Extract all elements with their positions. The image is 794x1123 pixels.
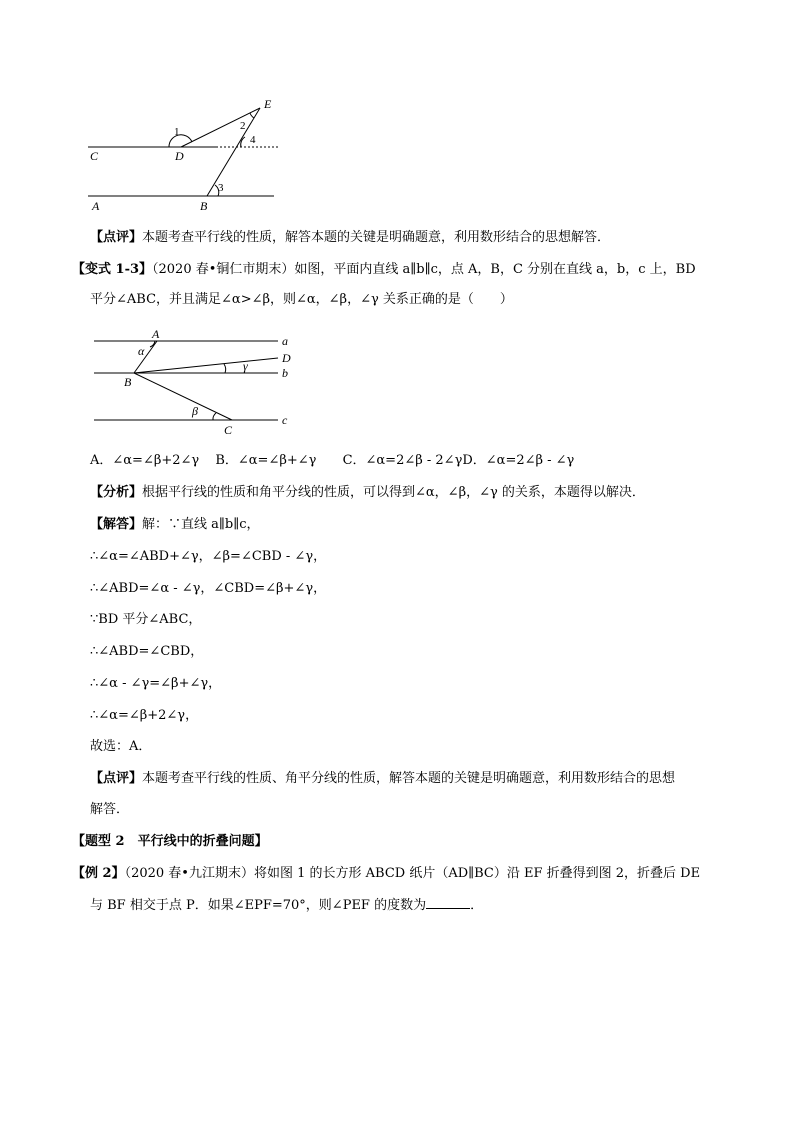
angle-1-label: 1: [174, 126, 180, 138]
variant-text-1: （2020 春•铜仁市期末）如图，平面内直线 a∥b∥c，点 A，B，C 分别在直线 a，b，c 上，BD: [152, 262, 696, 277]
options-row: [90, 452, 574, 470]
answer-blank[interactable]: [426, 896, 470, 909]
variant-line-1: [72, 261, 696, 279]
label-point-c: C: [224, 423, 233, 437]
solution-choice: 故选：A．: [90, 739, 152, 754]
label-point-d: D: [282, 351, 291, 365]
option-b: B．∠α=∠β+∠γ: [215, 453, 317, 468]
variant-line-2: [90, 291, 513, 309]
solution-tag: 【解答】: [90, 517, 143, 532]
segment-bd: [134, 358, 278, 373]
option-d: D．∠α=2∠β - ∠γ: [462, 453, 575, 468]
analysis-tag: 【分析】: [90, 485, 143, 500]
label-e: E: [264, 97, 272, 111]
figure-1-diagram: [84, 92, 294, 217]
label-gamma: γ: [243, 359, 248, 373]
example-text-1: （2020 春•九江期末）将如图 1 的长方形 ABCD 纸片（AD∥BC）沿 EF 折叠得到图 2，折叠后 DE: [124, 866, 701, 881]
angle-gamma-arc: [224, 364, 226, 373]
label-line-b: b: [282, 366, 288, 380]
example-line-1: [72, 865, 700, 883]
comment-2-line-2: 解答．: [90, 802, 130, 817]
solution-step: ∴∠ABD=∠α - ∠γ，∠CBD=∠β+∠γ，: [90, 581, 327, 596]
angle-4-label: 4: [250, 134, 256, 146]
solution-intro: [90, 516, 260, 534]
variant-tag: 【变式 1-3】: [72, 262, 153, 277]
angle-1-arc: [169, 135, 192, 147]
example-tag: 【例 2】: [72, 866, 125, 881]
label-c: C: [90, 149, 99, 163]
angle-2-label: 2: [240, 120, 246, 132]
label-b: B: [200, 199, 208, 213]
solution-step: ∴∠α=∠ABD+∠γ，∠β=∠CBD - ∠γ，: [90, 549, 327, 564]
solution-step: ∴∠α=∠β+2∠γ，: [90, 708, 199, 723]
solution-step: ∵BD 平分∠ABC，: [90, 612, 202, 627]
figure-2-diagram: [88, 326, 303, 438]
segment-bc: [134, 373, 232, 420]
analysis: [90, 484, 645, 502]
analysis-text: 根据平行线的性质和角平分线的性质，可以得到∠α，∠β，∠γ 的关系，本题得以解决．: [142, 485, 645, 500]
label-alpha: α: [138, 344, 145, 358]
solution-step: ∴∠ABD=∠CBD，: [90, 644, 204, 659]
comment-2-tag: 【点评】: [90, 771, 143, 786]
solution-intro-text: 解：∵直线 a∥b∥c，: [142, 517, 260, 532]
comment-2-text-1: 本题考查平行线的性质、角平分线的性质，解答本题的关键是明确题意，利用数形结合的思想: [142, 771, 676, 786]
comment-1: [90, 229, 610, 247]
label-d: D: [175, 149, 184, 163]
comment-2-line-1: [90, 770, 675, 788]
option-c: C．∠α=2∠β - 2∠γ: [342, 453, 463, 468]
variant-text-2: 平分∠ABC，并且满足∠α>∠β，则∠α，∠β，∠γ 关系正确的是（ ）: [90, 292, 513, 307]
angle-alpha-arc: [150, 341, 155, 347]
label-line-c: c: [282, 413, 288, 427]
example-text-2-end: ．: [470, 898, 484, 913]
label-point-a: A: [152, 327, 160, 341]
option-a: A．∠α=∠β+2∠γ: [90, 453, 200, 468]
section-heading: 【题型 2 平行线中的折叠问题】: [72, 834, 268, 849]
example-text-2: 与 BF 相交于点 P．如果∠EPF=70°，则∠PEF 的度数为: [90, 898, 427, 913]
example-line-2: [90, 896, 483, 915]
label-a: A: [92, 199, 100, 213]
solution-step: ∴∠α - ∠γ=∠β+∠γ，: [90, 676, 222, 691]
angle-3-label: 3: [218, 182, 224, 194]
label-line-a: a: [282, 334, 288, 348]
comment-1-tag: 【点评】: [90, 230, 143, 245]
comment-1-text: 本题考查平行线的性质，解答本题的关键是明确题意，利用数形结合的思想解答．: [142, 230, 611, 245]
label-point-b: B: [124, 375, 132, 389]
angle-beta-arc: [213, 413, 216, 420]
label-beta: β: [192, 404, 198, 418]
angle-2-arc: [250, 113, 254, 118]
